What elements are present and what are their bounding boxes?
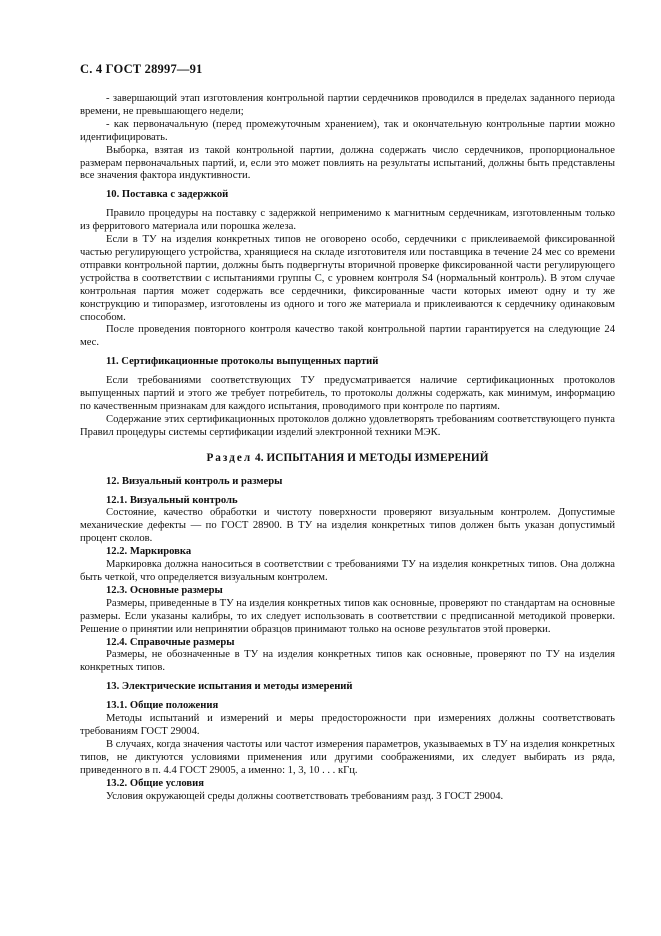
section-label: Раздел <box>206 451 253 464</box>
heading-10: 10. Поставка с задержкой <box>106 189 229 201</box>
paragraph: Выборка, взятая из такой контрольной партии, должна содержать число сердечников, пропорциональное размерам первоначальных партий, и, если это может повлиять на результаты испытаний, должны быть представлены все значения фактора индуктивности. <box>80 144 615 182</box>
heading-12: 12. Визуальный контроль и размеры <box>106 475 283 487</box>
paragraph: Содержание этих сертификационных протоколов должно удовлетворять требованиям соответствующего пункта Правил процедуры системы сертификации изделий электронной техники МЭК. <box>80 413 615 438</box>
paragraph: В случаях, когда значения частоты или частот измерения параметров, указываемых в ТУ на изделия конкретных типов, не диктуются условиями применения или другими соображениями, их следует выбирать из ряда, приведенного в п. 4.4 ГОСТ 29005, а именно: 1, 3, 10 . . . кГц. <box>80 738 615 776</box>
paragraph: Правило процедуры на поставку с задержкой неприменимо к магнитным сердечникам, изготовленным только из ферритового материала или порошка железа. <box>80 208 615 233</box>
section-title <box>80 452 615 464</box>
heading-12-1: 12.1. Визуальный контроль <box>106 494 238 506</box>
heading-13-1: 13.1. Общие положения <box>106 700 219 712</box>
heading-13-2: 13.2. Общие условия <box>106 777 204 789</box>
heading-12-4: 12.4. Справочные размеры <box>106 636 235 648</box>
heading-13: 13. Электрические испытания и методы измерений <box>106 681 353 693</box>
paragraph: Маркировка должна наноситься в соответствии с требованиями ТУ на изделия конкретных типов. Она должна быть четкой, что определяется визуальным контролем. <box>80 559 615 583</box>
paragraph: Если в ТУ на изделия конкретных типов не оговорено особо, сердечники с приклеиваемой фиксированной частью регулирующего устройства, хранящиеся на складе изготовителя или поставщика в течение 24 мес со времени отправки контрольной партии, должны быть подвергнуты вторичной проверке фиксированной части регулирующего устройства в соответствии с испытаниями группы С, с уровнем контроля S4 (нормальный контроль). В этом случае контрольная партия может содержать все сердечники, фиксированные части которых имеют одну и ту же конструкцию и типоразмер, изготовлены из одного и того же материала и приклеиваются к сердечнику одинаковым способом. <box>80 234 615 323</box>
page-header: С. 4 ГОСТ 28997—91 <box>80 62 203 76</box>
paragraph: - как первоначальную (перед промежуточным хранением), так и окончательную контрольные партии можно идентифицировать. <box>80 118 615 143</box>
paragraph: Размеры, не обозначенные в ТУ на изделия конкретных типов как основные, проверяют по ТУ на изделия конкретных типов. <box>80 649 615 674</box>
paragraph: Состояние, качество обработки и чистоту поверхности проверяют визуальным контролем. Допустимые механические дефекты — по ГОСТ 28900. В ТУ на изделия конкретных типов должен быть указан допустимый процент сколов. <box>80 507 615 545</box>
paragraph: Условия окружающей среды должны соответствовать требованиям разд. 3 ГОСТ 29004. <box>106 790 504 802</box>
paragraph: Размеры, приведенные в ТУ на изделия конкретных типов как основные, проверяют по стандартам на основные размеры. Если указаны калибры, то их следует использовать в соответствии с предписанной методикой проверки. Решение о принятии или непринятии образцов принимают только на основе результатов этой проверки. <box>80 597 615 635</box>
heading-12-3: 12.3. Основные размеры <box>106 584 223 596</box>
paragraph: После проведения повторного контроля качество такой контрольной партии гарантируется на следующие 24 мес. <box>80 324 615 349</box>
section-name: 4. ИСПЫТАНИЯ И МЕТОДЫ ИЗМЕРЕНИЙ <box>255 451 489 464</box>
heading-12-2: 12.2. Маркировка <box>106 546 192 558</box>
paragraph: Методы испытаний и измерений и меры предосторожности при измерениях должны соответствовать требованиям ГОСТ 29004. <box>80 713 615 737</box>
paragraph: Если требованиями соответствующих ТУ предусматривается наличие сертификационных протоколов выпущенных партий и этого же требует потребитель, то протоколы должны содержать, как минимум, информацию по качественным признакам для каждого испытания, проводимого при контроле по партиям. <box>80 375 615 412</box>
paragraph: - завершающий этап изготовления контрольной партии сердечников проводился в пределах заданного периода времени, не превышающего недели; <box>80 93 615 117</box>
heading-11: 11. Сертификационные протоколы выпущенных партий <box>106 356 379 368</box>
